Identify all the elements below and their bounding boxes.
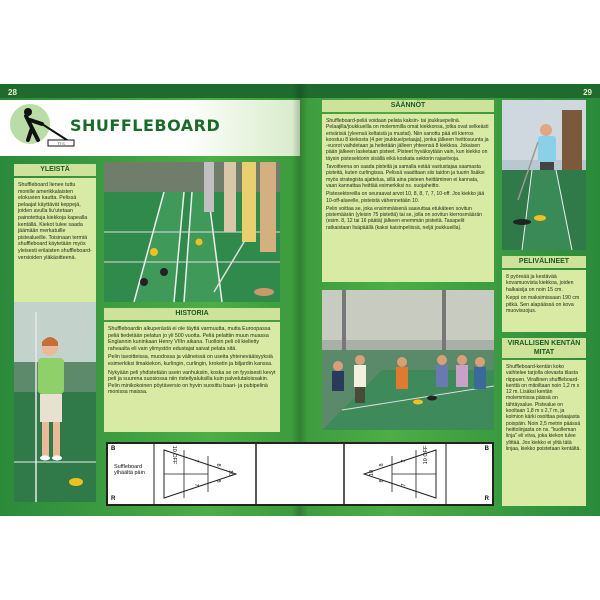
saannot-text-box	[322, 114, 494, 282]
court-caption: Suffleboard ylhäältä päin	[114, 464, 145, 476]
historia-text-box	[104, 322, 280, 432]
right-zone-8b: 8	[379, 479, 385, 483]
page-title: SHUFFLEBOARD	[70, 116, 221, 135]
right-zone-8a: 8	[379, 463, 385, 467]
court-end-left-top: B	[111, 446, 116, 452]
kentta-text: Shuffleboard-kentän koko vaihtelee tarjolla olevasta tilasta riippuen. Virallinen shuffleboard-kenttä on mitoiltaan noin 1,2 m x 12 m. Lisäksi kentän molemmissa päissä on tähtäysalue. Pistealue on kooltaan 1,8 m x 2,7 m, ja kolmion kärki osoittaa pelaajasta poispäin. Noin 2,5 metrin päässä heittolinjasta on ns. "kuolleman linja" eli viiva, joka kiekon tulee ylittää. Jos kiekko ei ylitä tätä linjaa, kiekko poistetaan kentältä.	[506, 364, 581, 452]
right-zone-7b: 7	[401, 483, 407, 487]
left-top-bar	[0, 84, 300, 98]
kentta-heading: VIRALLISEN KENTÄN MITAT	[502, 338, 586, 358]
saannot-paragraph-4: Pelin voittaa se, joka ensimmäisenä saavuttaa etukäteen sovitun pistemäärän (yleisin 75 pistettä) tai se, jolla on sovitun kierrosmäärän (esim. 8, 12 tai 16 päätä) jälkeen enemmän pisteitä. Tasapelit ratkaistaan lisäpäällä (kaksi kaisinpeliissä, neljä joukkueilla).	[326, 205, 482, 231]
pelivalineet-paragraph-1: 8 pyöreää ja kestävää kovamuovista kiekkoa, joiden halkaisija on noin 15 cm.	[506, 274, 574, 293]
pelivalineet-heading: PELIVÄLINEET	[502, 256, 586, 268]
man-player-photo	[502, 100, 586, 250]
left-zone-7a: 7	[193, 459, 199, 463]
magazine-spread	[0, 84, 600, 516]
left-zone-7b: 7	[193, 483, 199, 487]
saannot-heading: SÄÄNNÖT	[322, 100, 494, 112]
svg-text:TTS: TTS	[57, 141, 65, 146]
court-end-left-bottom: R	[111, 496, 116, 502]
yleista-heading: YLEISTÄ	[14, 164, 96, 176]
court-diagram	[106, 442, 494, 506]
left-page-number: 28	[8, 88, 17, 97]
court-diagram-lines	[108, 444, 492, 504]
kentta-text-box	[502, 360, 586, 506]
pelivalineet-paragraph-2: Keppi on maksimissaan 190 cm pitkä. Sen alapäässä on kova muovisuojus.	[506, 295, 580, 315]
left-zone-10: 10	[227, 469, 233, 477]
right-zone-10off: 10 OFF	[423, 445, 429, 465]
pelivalineet-text-box	[502, 270, 586, 332]
saannot-paragraph-1: Shuffleboard-peliä voidaan pelata kaksin- tai joukkuepelinä. Pelaajilla/joukkueilla on molemmilla omat kiekkonsa, jotka ovat selkeästi erivärisiä (yleensä keltaisiä ja mustat). Niin sanottu pää eli kierros koostuu 8 kiekosta (4 per joukkue/pelaaja), jonka jälkeen heittosuunta ja -vuorot vaihdetaan ja heitetään jälleen yhteensä 8 kiekkoa. Jokaisen pään jälkeen lasketaan pisteet. Pisteet hyväksytään vain, kun kiekko on täysin pistesektorin sisällä eikä koskata sektorin rajaviivoja.	[326, 118, 489, 162]
saannot-paragraph-2: Tavoitteena on saada pisteitä ja samalla estää vastustajaa saamasta pisteitä, kuten curlingissa. Pelissä vaaditaan siis taidon ja tuurin lisäksi myös strategista ajattelua, sillä aina pisteen heittäminen ei kannata, vaan kannattaa heittää esimerkiksi ns. suojaheitto.	[326, 164, 485, 189]
court-players-photo	[104, 162, 280, 302]
group-players-photo	[322, 290, 494, 430]
shuffleboard-player-logo-icon	[8, 98, 78, 154]
woman-player-photo	[14, 302, 96, 502]
right-page-number: 29	[583, 88, 592, 97]
right-zone-7a: 7	[401, 459, 407, 463]
court-end-right-top: B	[484, 446, 489, 452]
saannot-paragraph-3: Pistesektoreilla on seuraavat arvot 10, 8, 8, 7, 7, 10-off. Jos kiekko jää 10-off-alueelle, pisteistä vähennetään 10.	[326, 191, 485, 204]
left-zone-8a: 8	[215, 463, 221, 467]
court-end-right-bottom: R	[484, 496, 489, 502]
historia-heading: HISTORIA	[104, 308, 280, 320]
left-zone-8b: 8	[215, 479, 221, 483]
yleista-text: Shuffleboard lienee tuttu monille amerikkalaisten elokuvien kautta. Pelissä pelaajat käyttävät keppejä, joiden avulla liu'utetaan painotettuja kiekkoja kapealla kentällä. Kiekot tulee saada jäämään merkatuille pistealueille. Toisinaan termiä shuffleboard käytetään myös yleisesti erilaisten shuffleboard-versioiden yläkäsitteenä.	[18, 182, 92, 261]
historia-paragraph-2: Pelin tavoitteissa, muodossa ja välineissä on useita yhtenevääisyyksiä esimerkiksi ilmakiekon, kurlingin, curlingin, kroketin ja biljardin kanssa.	[108, 354, 273, 367]
historia-paragraph-1: Shuffleboardin alkuperästä ei ole täyttä varmuutta, mutta Euroopassa peliä tiedetään pelatun jo yli 500 vuotta. Peliä pelattiin muun muassa Englannin kuninkaan Henry VIIIn aikana. Tuolloin peli oli kielletty rahvaalta eli vain ylimystön edustajat saivat pelata sitä.	[108, 326, 271, 352]
left-zone-10off: 10 OFF	[171, 445, 177, 465]
historia-paragraph-3: Nykyään peli yhdistetään usein vanhuksiin, koska se on fyysisesti kevyt peli ja suurena suosiossa niin risteilyaluksilla kuin palvelutaloissakin. Pelin minikokoinen pöytäversio on hyvin suosittu baari- ja pubipelinä monissa maissa.	[108, 369, 276, 396]
right-top-bar	[300, 84, 600, 98]
right-zone-10: 10	[369, 469, 375, 477]
